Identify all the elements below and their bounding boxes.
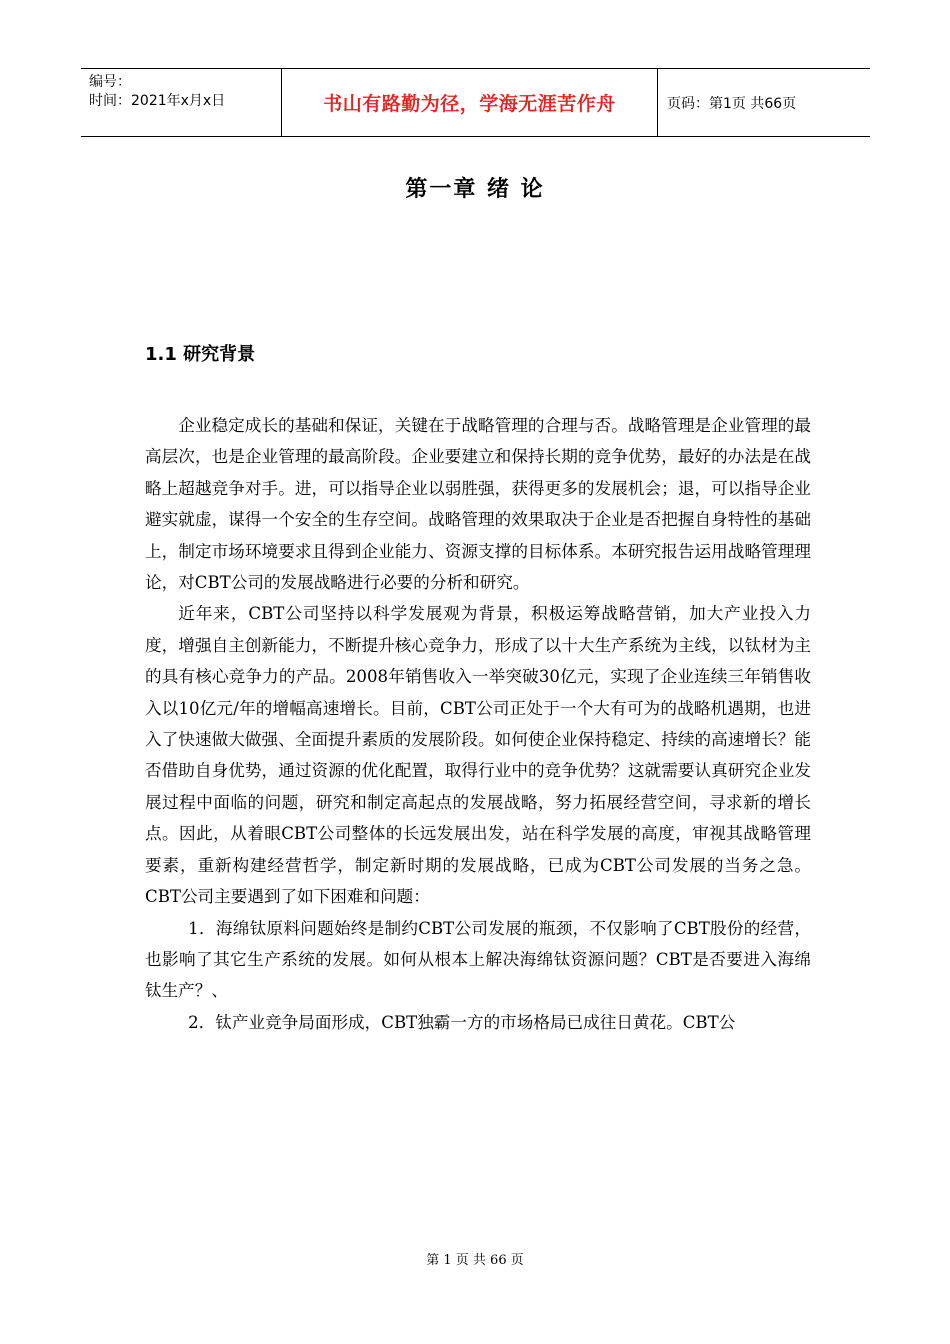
body-text [145,410,811,1038]
header-motto: 书山有路勤为径，学海无涯苦作舟 [282,69,658,136]
time-label: 时间：2021年x月x日 [89,93,226,109]
list-item: 2．钛产业竞争局面形成，CBT独霸一方的市场格局已成往日黄花。CBT公 [188,1012,736,1032]
chapter-title: 第一章 绪 论 [405,177,545,202]
page-footer: 第 1 页 共 66 页 [426,1253,524,1268]
header-page-info: 页码：第1页 共66页 [667,95,797,112]
header-meta [81,69,282,136]
page-header [81,68,870,137]
number-label: 编号： [89,74,131,90]
list-item: 1．海绵钛原料问题始终是制约CBT公司发展的瓶颈，不仅影响了CBT股份的经营，也影响了其它生产系统的发展。如何从根本上解决海绵钛资源问题？CBT是否要进入海绵钛生产？、 [145,918,811,1001]
paragraph: 近年来，CBT公司坚持以科学发展观为背景，积极运筹战略营销，加大产业投入力度，增强自主创新能力，不断提升核心竞争力，形成了以十大生产系统为主线，以钛材为主的具有核心竞争力的产品。2008年销售收入一举突破30亿元，实现了企业连续三年销售收入以10亿元/年的增幅高速增长。目前，CBT公司正处于一个大有可为的战略机遇期，也进入了快速做大做强、全面提升素质的发展阶段。如何使企业保持稳定、持续的高速增长？能否借助自身优势，通过资源的优化配置，取得行业中的竞争优势？这就需要认真研究企业发展过程中面临的问题，研究和制定高起点的发展战略，努力拓展经营空间，寻求新的增长点。因此，从着眼CBT公司整体的长远发展出发，站在科学发展的高度，审视其战略管理要素，重新构建经营哲学，制定新时期的发展战略，已成为CBT公司发展的当务之急。CBT公司主要遇到了如下困难和问题： [145,604,811,907]
section-title: 1.1 研究背景 [145,344,256,365]
paragraph: 企业稳定成长的基础和保证，关键在于战略管理的合理与否。战略管理是企业管理的最高层次，也是企业管理的最高阶段。企业要建立和保持长期的竞争优势，最好的办法是在战略上超越竞争对手。进，可以指导企业以弱胜强，获得更多的发展机会；退，可以指导企业避实就虚，谋得一个安全的生存空间。战略管理的效果取决于企业是否把握自身特性的基础上，制定市场环境要求且得到企业能力、资源支撑的目标体系。本研究报告运用战略管理理论，对CBT公司的发展战略进行必要的分析和研究。 [145,416,811,593]
